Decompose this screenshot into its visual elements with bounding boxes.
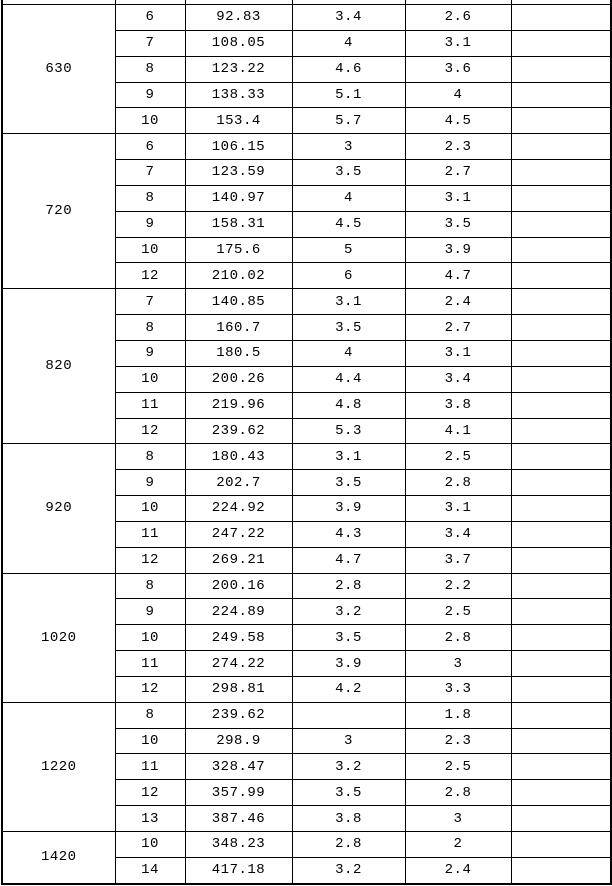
data-cell: 153.4 [185,108,292,134]
data-cell: 3.5 [292,315,405,341]
data-cell [511,211,611,237]
data-cell: 239.62 [185,418,292,444]
data-cell: 328.47 [185,754,292,780]
data-cell: 298.9 [185,728,292,754]
data-cell: 3 [405,651,511,677]
data-cell: 8 [115,702,185,728]
data-cell: 11 [115,521,185,547]
group-label-cell: 1420 [2,832,115,884]
data-cell: 123.22 [185,56,292,82]
data-cell: 92.83 [185,5,292,31]
data-cell: 6 [115,5,185,31]
data-cell: 202.7 [185,470,292,496]
data-cell: 160.7 [185,315,292,341]
data-cell: 357.99 [185,780,292,806]
data-cell: 417.18 [185,857,292,883]
data-cell: 2 [405,832,511,858]
data-cell [511,521,611,547]
data-cell: 5 [292,237,405,263]
data-cell [511,702,611,728]
data-cell: 2.3 [405,728,511,754]
data-cell: 4 [292,340,405,366]
data-cell: 2.8 [405,470,511,496]
data-cell: 7 [115,30,185,56]
data-cell: 210.02 [185,263,292,289]
data-cell: 4.5 [405,108,511,134]
data-cell: 9 [115,340,185,366]
data-cell: 10 [115,496,185,522]
data-table [1,0,612,885]
data-cell: 3.5 [405,211,511,237]
data-cell: 3.5 [292,625,405,651]
data-cell: 5.7 [292,108,405,134]
data-cell: 3.7 [405,547,511,573]
data-cell: 12 [115,418,185,444]
data-cell: 3.8 [405,392,511,418]
data-cell [511,5,611,31]
data-cell: 10 [115,237,185,263]
data-cell: 158.31 [185,211,292,237]
table-row [2,134,611,160]
data-cell [511,185,611,211]
data-cell [511,82,611,108]
data-cell: 3.1 [405,30,511,56]
data-cell [511,780,611,806]
data-cell: 5.1 [292,82,405,108]
data-cell [511,340,611,366]
data-cell: 3.5 [292,780,405,806]
data-cell: 10 [115,832,185,858]
data-cell: 3.9 [292,496,405,522]
data-cell: 138.33 [185,82,292,108]
data-cell: 4 [292,30,405,56]
data-cell: 3.4 [405,521,511,547]
data-cell: 200.26 [185,366,292,392]
data-cell: 2.5 [405,599,511,625]
group-label-cell: 1220 [2,702,115,831]
data-cell: 269.21 [185,547,292,573]
data-cell: 8 [115,56,185,82]
data-cell: 9 [115,211,185,237]
data-cell: 5.3 [292,418,405,444]
data-cell: 4 [405,82,511,108]
data-cell [511,806,611,832]
group-label-cell: 820 [2,289,115,444]
data-cell: 239.62 [185,702,292,728]
data-cell: 2.7 [405,315,511,341]
data-cell: 274.22 [185,651,292,677]
data-cell [511,160,611,186]
data-cell: 2.4 [405,857,511,883]
data-cell: 9 [115,599,185,625]
data-cell: 200.16 [185,573,292,599]
data-cell [511,728,611,754]
data-cell: 2.8 [292,573,405,599]
data-cell: 3.1 [292,289,405,315]
data-cell [511,418,611,444]
data-cell: 3.1 [405,340,511,366]
data-cell [511,547,611,573]
data-cell [511,599,611,625]
group-label-cell: 630 [2,5,115,134]
data-cell: 175.6 [185,237,292,263]
data-cell [511,366,611,392]
data-cell: 3.1 [292,444,405,470]
data-cell: 4.8 [292,392,405,418]
data-cell: 348.23 [185,832,292,858]
data-cell: 180.43 [185,444,292,470]
group-label-cell: 720 [2,134,115,289]
data-cell: 4.3 [292,521,405,547]
data-cell: 12 [115,780,185,806]
data-cell: 123.59 [185,160,292,186]
data-cell [511,108,611,134]
data-cell [511,496,611,522]
data-cell: 3 [292,728,405,754]
data-cell: 3.9 [405,237,511,263]
data-cell: 3.3 [405,676,511,702]
data-cell: 3.5 [292,470,405,496]
data-cell: 4.1 [405,418,511,444]
data-cell [511,754,611,780]
data-cell: 8 [115,444,185,470]
data-cell: 6 [292,263,405,289]
data-cell: 2.5 [405,444,511,470]
data-cell [511,30,611,56]
data-cell: 11 [115,754,185,780]
data-cell: 3.1 [405,185,511,211]
data-cell [511,573,611,599]
data-cell: 13 [115,806,185,832]
table-body [2,0,611,884]
data-cell: 12 [115,263,185,289]
data-cell: 219.96 [185,392,292,418]
data-cell [292,702,405,728]
data-cell: 10 [115,108,185,134]
data-cell: 2.8 [405,625,511,651]
data-cell: 224.89 [185,599,292,625]
data-cell: 11 [115,392,185,418]
data-cell: 4.7 [405,263,511,289]
data-cell: 247.22 [185,521,292,547]
table-row [2,832,611,858]
data-cell: 7 [115,289,185,315]
data-cell: 4 [292,185,405,211]
table-row [2,573,611,599]
table-row [2,289,611,315]
data-cell [511,470,611,496]
group-label-cell: 1020 [2,573,115,702]
data-cell: 140.85 [185,289,292,315]
data-cell: 108.05 [185,30,292,56]
data-cell: 224.92 [185,496,292,522]
data-cell [511,651,611,677]
data-cell: 2.8 [292,832,405,858]
data-cell [511,134,611,160]
data-cell: 4.7 [292,547,405,573]
data-cell [511,289,611,315]
data-cell: 9 [115,470,185,496]
data-cell: 11 [115,651,185,677]
data-cell: 2.6 [405,5,511,31]
data-cell: 3.2 [292,754,405,780]
data-cell [511,392,611,418]
data-cell: 3.1 [405,496,511,522]
data-cell [511,676,611,702]
data-cell: 249.58 [185,625,292,651]
data-cell: 3.6 [405,56,511,82]
data-cell [511,263,611,289]
data-cell: 12 [115,547,185,573]
data-cell: 298.81 [185,676,292,702]
table-row [2,702,611,728]
table-row [2,5,611,31]
data-cell [511,237,611,263]
data-cell: 3.2 [292,857,405,883]
data-cell [511,56,611,82]
data-cell: 10 [115,366,185,392]
data-cell: 6 [115,134,185,160]
data-cell: 140.97 [185,185,292,211]
data-cell: 2.4 [405,289,511,315]
data-cell [511,444,611,470]
data-cell: 10 [115,625,185,651]
table-row [2,444,611,470]
data-cell: 4.4 [292,366,405,392]
data-cell [511,832,611,858]
data-cell: 4.2 [292,676,405,702]
data-cell: 3 [405,806,511,832]
data-cell: 387.46 [185,806,292,832]
data-cell: 180.5 [185,340,292,366]
data-cell: 2.8 [405,780,511,806]
data-cell: 9 [115,82,185,108]
data-cell: 14 [115,857,185,883]
data-cell: 2.2 [405,573,511,599]
data-cell: 8 [115,185,185,211]
data-cell: 8 [115,573,185,599]
data-cell: 3.4 [405,366,511,392]
data-cell: 3.8 [292,806,405,832]
data-cell: 3.2 [292,599,405,625]
data-cell: 7 [115,160,185,186]
data-cell: 3.5 [292,160,405,186]
data-cell [511,857,611,883]
data-cell: 4.5 [292,211,405,237]
data-cell: 106.15 [185,134,292,160]
data-cell: 2.3 [405,134,511,160]
data-cell: 10 [115,728,185,754]
data-cell: 4.6 [292,56,405,82]
data-cell: 3.9 [292,651,405,677]
data-cell: 2.7 [405,160,511,186]
data-cell: 12 [115,676,185,702]
group-label-cell: 920 [2,444,115,573]
data-cell: 1.8 [405,702,511,728]
data-cell [511,625,611,651]
data-cell: 3.4 [292,5,405,31]
data-cell: 3 [292,134,405,160]
data-cell [511,315,611,341]
data-cell: 8 [115,315,185,341]
data-cell: 2.5 [405,754,511,780]
